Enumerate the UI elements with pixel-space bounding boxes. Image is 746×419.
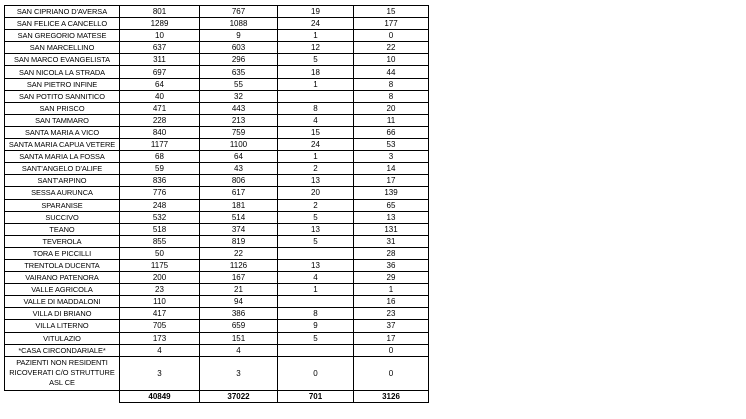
value-cell: 8 xyxy=(278,102,354,114)
value-cell: 637 xyxy=(120,42,200,54)
municipality-name-cell: SAN MARCELLINO xyxy=(5,42,120,54)
table-row xyxy=(5,187,429,199)
value-cell: 22 xyxy=(354,42,429,54)
municipality-name-cell: SAN MARCO EVANGELISTA xyxy=(5,54,120,66)
value-cell: 767 xyxy=(200,6,278,18)
value-cell: 0 xyxy=(354,356,429,390)
value-cell: 40 xyxy=(120,90,200,102)
value-cell: 1289 xyxy=(120,18,200,30)
municipality-name-cell: SESSA AURUNCA xyxy=(5,187,120,199)
table-row xyxy=(5,151,429,163)
value-cell: 10 xyxy=(120,30,200,42)
value-cell: 603 xyxy=(200,42,278,54)
value-cell: 50 xyxy=(120,247,200,259)
value-cell xyxy=(278,344,354,356)
value-cell: 177 xyxy=(354,18,429,30)
value-cell: 151 xyxy=(200,332,278,344)
table-row xyxy=(5,126,429,138)
value-cell: 18 xyxy=(278,66,354,78)
total-value-cell: 701 xyxy=(278,390,354,402)
table-row xyxy=(5,296,429,308)
value-cell: 19 xyxy=(278,6,354,18)
value-cell: 5 xyxy=(278,54,354,66)
value-cell: 36 xyxy=(354,259,429,271)
table-row xyxy=(5,272,429,284)
value-cell: 4 xyxy=(278,114,354,126)
value-cell: 24 xyxy=(278,139,354,151)
value-cell: 5 xyxy=(278,211,354,223)
table-row xyxy=(5,42,429,54)
value-cell: 43 xyxy=(200,163,278,175)
value-cell: 228 xyxy=(120,114,200,126)
municipality-name-cell: VILLA LITERNO xyxy=(5,320,120,332)
value-cell: 8 xyxy=(354,90,429,102)
totals-blank-cell xyxy=(5,390,120,402)
value-cell: 17 xyxy=(354,175,429,187)
value-cell: 386 xyxy=(200,308,278,320)
municipality-name-cell: VILLA DI BRIANO xyxy=(5,308,120,320)
table-row xyxy=(5,308,429,320)
table-row xyxy=(5,102,429,114)
value-cell: 11 xyxy=(354,114,429,126)
table-row xyxy=(5,320,429,332)
value-cell: 31 xyxy=(354,235,429,247)
table-row xyxy=(5,66,429,78)
municipality-name-cell: SANTA MARIA CAPUA VETERE xyxy=(5,139,120,151)
value-cell: 110 xyxy=(120,296,200,308)
value-cell: 1100 xyxy=(200,139,278,151)
value-cell: 15 xyxy=(354,6,429,18)
value-cell: 10 xyxy=(354,54,429,66)
table-row xyxy=(5,139,429,151)
municipality-name-cell: SAN PIETRO INFINE xyxy=(5,78,120,90)
value-cell: 1 xyxy=(278,151,354,163)
value-cell: 13 xyxy=(354,211,429,223)
municipality-name-cell: VAIRANO PATENORA xyxy=(5,272,120,284)
value-cell: 697 xyxy=(120,66,200,78)
value-cell: 1177 xyxy=(120,139,200,151)
municipality-name-cell: VALLE AGRICOLA xyxy=(5,284,120,296)
table-row xyxy=(5,18,429,30)
municipality-name-cell: SANTA MARIA A VICO xyxy=(5,126,120,138)
value-cell: 13 xyxy=(278,175,354,187)
value-cell: 443 xyxy=(200,102,278,114)
value-cell: 471 xyxy=(120,102,200,114)
value-cell: 23 xyxy=(354,308,429,320)
table-row xyxy=(5,90,429,102)
value-cell xyxy=(278,296,354,308)
municipality-name-cell: SAN CIPRIANO D'AVERSA xyxy=(5,6,120,18)
value-cell: 296 xyxy=(200,54,278,66)
value-cell: 855 xyxy=(120,235,200,247)
value-cell: 200 xyxy=(120,272,200,284)
value-cell: 311 xyxy=(120,54,200,66)
value-cell: 32 xyxy=(200,90,278,102)
value-cell: 759 xyxy=(200,126,278,138)
municipality-name-cell: SUCCIVO xyxy=(5,211,120,223)
value-cell: 53 xyxy=(354,139,429,151)
value-cell: 15 xyxy=(278,126,354,138)
municipality-name-cell: *CASA CIRCONDARIALE* xyxy=(5,344,120,356)
value-cell: 819 xyxy=(200,235,278,247)
table-row xyxy=(5,259,429,271)
value-cell: 13 xyxy=(278,259,354,271)
value-cell: 66 xyxy=(354,126,429,138)
table-body xyxy=(5,6,429,403)
total-value-cell: 40849 xyxy=(120,390,200,402)
municipality-name-cell: TORA E PICCILLI xyxy=(5,247,120,259)
value-cell: 374 xyxy=(200,223,278,235)
municipality-name-cell: SAN NICOLA LA STRADA xyxy=(5,66,120,78)
table-row xyxy=(5,78,429,90)
value-cell: 4 xyxy=(278,272,354,284)
value-cell: 9 xyxy=(200,30,278,42)
value-cell: 514 xyxy=(200,211,278,223)
value-cell xyxy=(278,247,354,259)
value-cell: 20 xyxy=(354,102,429,114)
municipality-name-cell: TEANO xyxy=(5,223,120,235)
value-cell: 417 xyxy=(120,308,200,320)
value-cell: 532 xyxy=(120,211,200,223)
municipality-name-cell: TEVEROLA xyxy=(5,235,120,247)
value-cell: 24 xyxy=(278,18,354,30)
table-row xyxy=(5,114,429,126)
value-cell: 0 xyxy=(278,356,354,390)
table-row xyxy=(5,356,429,390)
value-cell: 44 xyxy=(354,66,429,78)
municipality-name-cell: TRENTOLA DUCENTA xyxy=(5,259,120,271)
totals-row xyxy=(5,390,429,402)
value-cell: 65 xyxy=(354,199,429,211)
municipality-name-cell: SPARANISE xyxy=(5,199,120,211)
value-cell: 37 xyxy=(354,320,429,332)
value-cell: 8 xyxy=(278,308,354,320)
value-cell: 68 xyxy=(120,151,200,163)
value-cell: 173 xyxy=(120,332,200,344)
table-row xyxy=(5,332,429,344)
value-cell: 635 xyxy=(200,66,278,78)
value-cell: 16 xyxy=(354,296,429,308)
value-cell: 1 xyxy=(278,30,354,42)
value-cell: 94 xyxy=(200,296,278,308)
table-row xyxy=(5,175,429,187)
municipality-name-cell: SAN GREGORIO MATESE xyxy=(5,30,120,42)
table-row xyxy=(5,199,429,211)
table-row xyxy=(5,211,429,223)
value-cell: 64 xyxy=(200,151,278,163)
value-cell: 131 xyxy=(354,223,429,235)
value-cell: 59 xyxy=(120,163,200,175)
value-cell: 840 xyxy=(120,126,200,138)
total-value-cell: 37022 xyxy=(200,390,278,402)
value-cell: 518 xyxy=(120,223,200,235)
value-cell: 0 xyxy=(354,344,429,356)
municipality-name-cell: SAN PRISCO xyxy=(5,102,120,114)
table-row xyxy=(5,223,429,235)
value-cell: 1 xyxy=(278,284,354,296)
value-cell: 17 xyxy=(354,332,429,344)
value-cell: 55 xyxy=(200,78,278,90)
value-cell: 29 xyxy=(354,272,429,284)
value-cell: 139 xyxy=(354,187,429,199)
value-cell: 2 xyxy=(278,163,354,175)
value-cell: 213 xyxy=(200,114,278,126)
value-cell: 20 xyxy=(278,187,354,199)
value-cell: 28 xyxy=(354,247,429,259)
value-cell: 13 xyxy=(278,223,354,235)
municipality-name-cell: SANTA MARIA LA FOSSA xyxy=(5,151,120,163)
table-row xyxy=(5,163,429,175)
value-cell: 1 xyxy=(354,284,429,296)
value-cell: 12 xyxy=(278,42,354,54)
municipality-name-cell: PAZIENTI NON RESIDENTI RICOVERATI C/O STRUTTURE ASL CE xyxy=(5,356,120,390)
municipality-data-table xyxy=(4,5,429,403)
value-cell: 1088 xyxy=(200,18,278,30)
value-cell: 181 xyxy=(200,199,278,211)
value-cell: 2 xyxy=(278,199,354,211)
municipality-name-cell: SANT'ANGELO D'ALIFE xyxy=(5,163,120,175)
value-cell xyxy=(278,90,354,102)
value-cell: 705 xyxy=(120,320,200,332)
value-cell: 4 xyxy=(120,344,200,356)
table-row xyxy=(5,54,429,66)
municipality-name-cell: VITULAZIO xyxy=(5,332,120,344)
value-cell: 5 xyxy=(278,235,354,247)
table-row xyxy=(5,284,429,296)
municipality-name-cell: SAN FELICE A CANCELLO xyxy=(5,18,120,30)
value-cell: 248 xyxy=(120,199,200,211)
table-row xyxy=(5,30,429,42)
value-cell: 167 xyxy=(200,272,278,284)
value-cell: 617 xyxy=(200,187,278,199)
value-cell: 23 xyxy=(120,284,200,296)
municipality-name-cell: SAN TAMMARO xyxy=(5,114,120,126)
value-cell: 1 xyxy=(278,78,354,90)
table-row xyxy=(5,344,429,356)
table-row xyxy=(5,247,429,259)
value-cell: 659 xyxy=(200,320,278,332)
value-cell: 21 xyxy=(200,284,278,296)
value-cell: 3 xyxy=(120,356,200,390)
value-cell: 64 xyxy=(120,78,200,90)
value-cell: 8 xyxy=(354,78,429,90)
total-value-cell: 3126 xyxy=(354,390,429,402)
value-cell: 0 xyxy=(354,30,429,42)
municipality-name-cell: SANT'ARPINO xyxy=(5,175,120,187)
value-cell: 4 xyxy=(200,344,278,356)
value-cell: 836 xyxy=(120,175,200,187)
municipality-name-cell: SAN POTITO SANNITICO xyxy=(5,90,120,102)
value-cell: 776 xyxy=(120,187,200,199)
value-cell: 9 xyxy=(278,320,354,332)
value-cell: 14 xyxy=(354,163,429,175)
table-row xyxy=(5,6,429,18)
value-cell: 801 xyxy=(120,6,200,18)
municipality-name-cell: VALLE DI MADDALONI xyxy=(5,296,120,308)
value-cell: 1126 xyxy=(200,259,278,271)
value-cell: 3 xyxy=(200,356,278,390)
table-row xyxy=(5,235,429,247)
value-cell: 3 xyxy=(354,151,429,163)
value-cell: 5 xyxy=(278,332,354,344)
value-cell: 806 xyxy=(200,175,278,187)
value-cell: 1175 xyxy=(120,259,200,271)
value-cell: 22 xyxy=(200,247,278,259)
